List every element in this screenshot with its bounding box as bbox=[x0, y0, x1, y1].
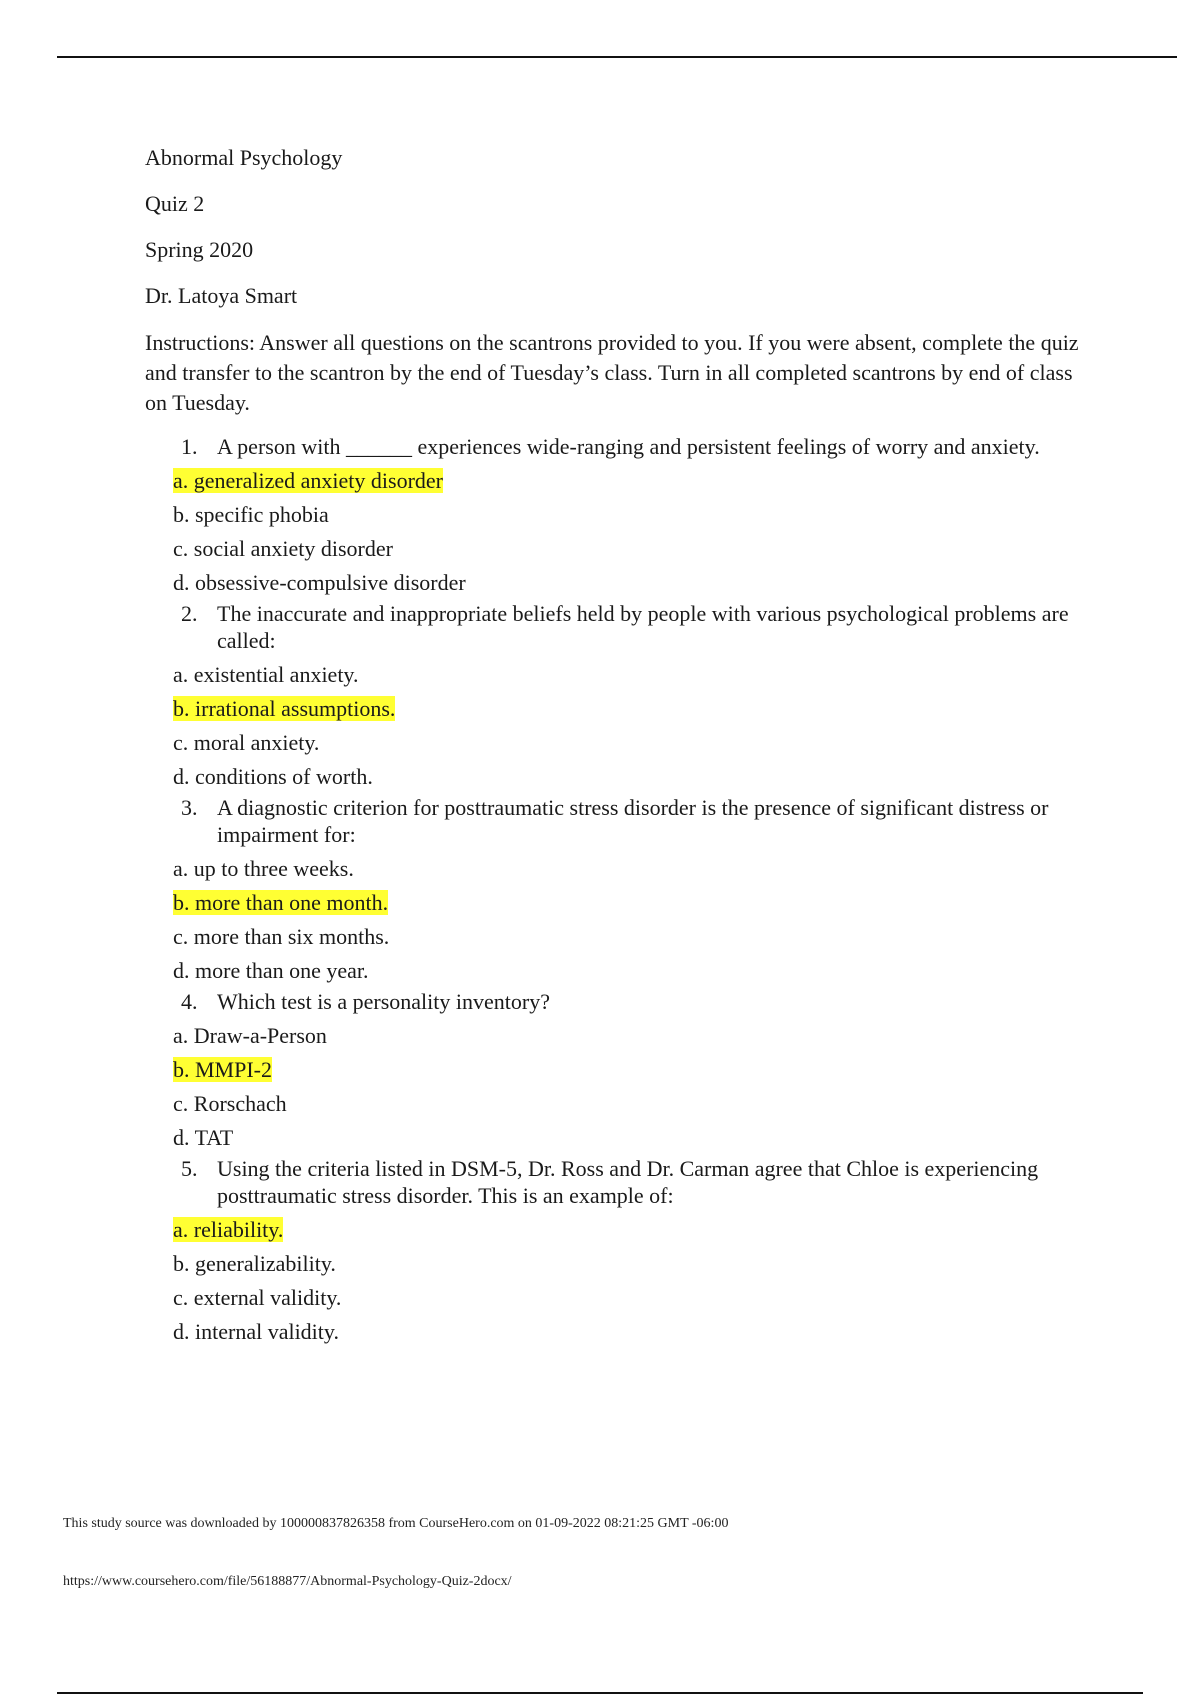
answer-option bbox=[145, 1315, 1095, 1349]
question-number: 4. bbox=[181, 989, 198, 1014]
question-stem bbox=[145, 1155, 1095, 1209]
quiz-title: Quiz 2 bbox=[145, 191, 205, 216]
answer-option bbox=[145, 1019, 1095, 1053]
highlighted-answer: a. reliability. bbox=[173, 1217, 284, 1242]
answer-option bbox=[145, 1121, 1095, 1155]
question-4 bbox=[145, 988, 1095, 1155]
answer-text: a. up to three weeks. bbox=[173, 856, 354, 881]
answer-text: d. more than one year. bbox=[173, 958, 369, 983]
answer-option bbox=[145, 464, 1095, 498]
answer-text: d. conditions of worth. bbox=[173, 764, 373, 789]
question-stem bbox=[145, 988, 1095, 1015]
instructions: Instructions: Answer all questions on the scantrons provided to you. If you were absent, complete the quiz and transfer to the scantron by the end of Tuesday’s class. Turn in all completed scantrons by end of class on Tuesday. bbox=[145, 330, 1079, 415]
question-stem bbox=[145, 600, 1095, 654]
answer-option bbox=[145, 954, 1095, 988]
answer-option bbox=[145, 1247, 1095, 1281]
highlighted-answer: a. generalized anxiety disorder bbox=[173, 468, 443, 493]
answer-option bbox=[145, 1213, 1095, 1247]
question-text: The inaccurate and inappropriate beliefs held by people with various psychological problems are called: bbox=[217, 601, 1069, 653]
bottom-rule bbox=[57, 1692, 1143, 1694]
top-rule bbox=[57, 56, 1177, 58]
question-number: 3. bbox=[181, 795, 198, 820]
question-text: A diagnostic criterion for posttraumatic stress disorder is the presence of significant distress or impairment for: bbox=[217, 795, 1049, 847]
source-note: This study source was downloaded by 100000837826358 from CourseHero.com on 01-09-2022 08:21:25 GMT -06:00 bbox=[63, 1516, 729, 1531]
answer-option bbox=[145, 1281, 1095, 1315]
question-number: 2. bbox=[181, 601, 198, 626]
answer-text: a. Draw-a-Person bbox=[173, 1023, 327, 1048]
answer-option bbox=[145, 692, 1095, 726]
question-2 bbox=[145, 600, 1095, 794]
source-url: https://www.coursehero.com/file/56188877/Abnormal-Psychology-Quiz-2docx/ bbox=[63, 1574, 512, 1589]
question-text: Using the criteria listed in DSM-5, Dr. Ross and Dr. Carman agree that Chloe is experiencing posttraumatic stress disorder. This is an example of: bbox=[217, 1156, 1039, 1208]
answer-text: d. internal validity. bbox=[173, 1319, 339, 1344]
answer-option bbox=[145, 852, 1095, 886]
answer-text: a. existential anxiety. bbox=[173, 662, 359, 687]
question-5 bbox=[145, 1155, 1095, 1349]
answer-option bbox=[145, 920, 1095, 954]
answer-option bbox=[145, 532, 1095, 566]
question-stem bbox=[145, 433, 1095, 460]
question-number: 5. bbox=[181, 1156, 198, 1181]
answer-text: c. moral anxiety. bbox=[173, 730, 320, 755]
answer-text: b. specific phobia bbox=[173, 502, 329, 527]
answer-option bbox=[145, 658, 1095, 692]
answer-text: c. Rorschach bbox=[173, 1091, 287, 1116]
answer-text: c. more than six months. bbox=[173, 924, 390, 949]
answer-option bbox=[145, 886, 1095, 920]
highlighted-answer: b. MMPI-2 bbox=[173, 1057, 273, 1082]
course-title: Abnormal Psychology bbox=[145, 145, 343, 170]
question-stem bbox=[145, 794, 1095, 848]
quiz-header bbox=[145, 144, 1095, 438]
answer-text: c. social anxiety disorder bbox=[173, 536, 393, 561]
answer-text: b. generalizability. bbox=[173, 1251, 336, 1276]
answer-text: d. TAT bbox=[173, 1125, 234, 1150]
question-list bbox=[145, 433, 1095, 1349]
answer-text: c. external validity. bbox=[173, 1285, 342, 1310]
answer-option bbox=[145, 760, 1095, 794]
answer-option bbox=[145, 566, 1095, 600]
answer-option bbox=[145, 726, 1095, 760]
answer-option bbox=[145, 498, 1095, 532]
answer-option bbox=[145, 1087, 1095, 1121]
answer-text: d. obsessive-compulsive disorder bbox=[173, 570, 466, 595]
instructor: Dr. Latoya Smart bbox=[145, 283, 298, 308]
question-number: 1. bbox=[181, 434, 198, 459]
question-text: A person with ______ experiences wide-ranging and persistent feelings of worry and anxiety. bbox=[217, 434, 1040, 459]
answer-option bbox=[145, 1053, 1095, 1087]
question-1 bbox=[145, 433, 1095, 600]
question-3 bbox=[145, 794, 1095, 988]
question-text: Which test is a personality inventory? bbox=[217, 989, 550, 1014]
term: Spring 2020 bbox=[145, 237, 254, 262]
highlighted-answer: b. irrational assumptions. bbox=[173, 696, 396, 721]
highlighted-answer: b. more than one month. bbox=[173, 890, 389, 915]
